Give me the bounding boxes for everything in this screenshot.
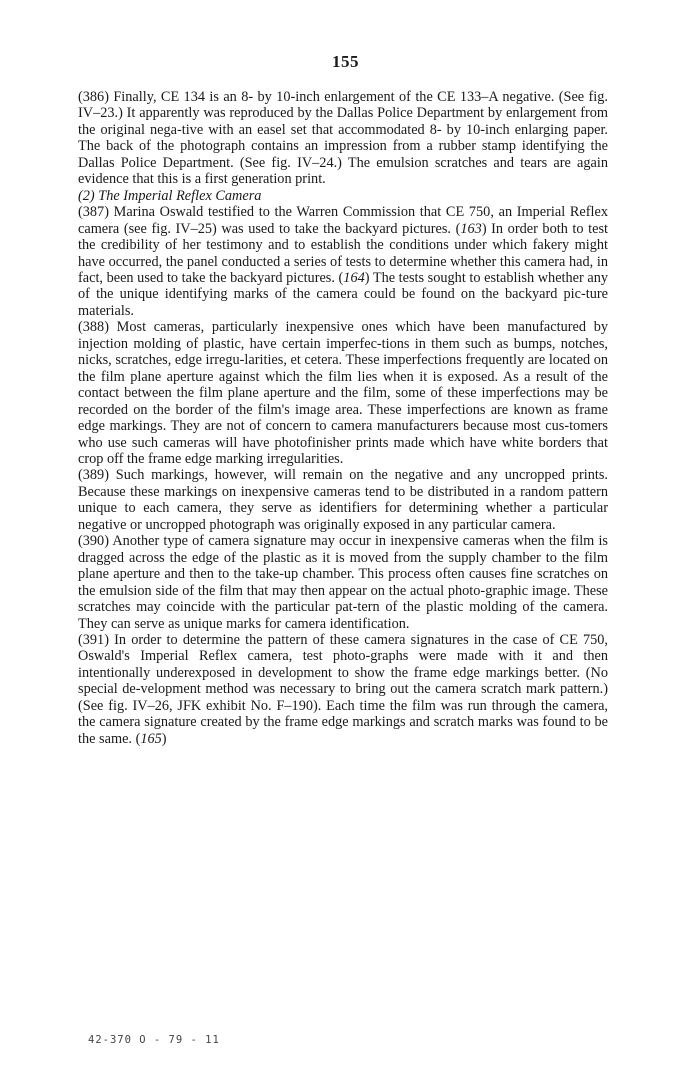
paragraph-text: Another type of camera signature may occur in inexpensive cameras when the film is dragged across the edge of the plastic as it is moved from the supply chamber to the film plane aperture and then to the take-up chamber. This process often causes fine scratches on the emulsion side of the film that may then appear on the actual photo-graphic image. These scratches may coincide with the particular pat-tern of the plastic molding of the camera. They can serve as unique marks for camera identification. [78, 533, 608, 632]
paragraph-number: (389) [78, 467, 109, 484]
paragraph-number: (386) [78, 89, 109, 105]
paragraph-389 [78, 467, 608, 533]
paragraph-text: In order to determine the pattern of these camera signatures in the case of CE 750, Oswald's Imperial Reflex camera, test photo-graphs were made with it and then intentionally underexposed in development to show the frame edge markings better. (No special de-velopment method was necessary to bring out the camera scratch mark pattern.) (See fig. IV–26, JFK exhibit No. F–190). Each time the film was run through the camera, the camera signature created by the frame edge markings and scratch marks was found to be the same. ( [78, 631, 608, 747]
paragraph-386 [78, 89, 608, 188]
paragraph-number: (388) [78, 319, 109, 336]
section-subheading: (2) The Imperial Reflex Camera [78, 187, 262, 204]
paragraph-387 [78, 204, 608, 319]
paragraph-number: (387) [78, 204, 109, 221]
paragraph-text: Such markings, however, will remain on the negative and any uncropped prints. Because these markings on inexpensive cameras tend to be distributed in a random pattern unique to each camera, they serve as identifiers for determining whether a particular negative or uncropped photograph was originally exposed in any particular camera. [78, 467, 608, 533]
paragraph-390 [78, 533, 608, 632]
printer-footer-code: 42-370 O - 79 - 11 [88, 1034, 220, 1046]
paragraph-text: Finally, CE 134 is an 8- by 10-inch enlargement of the CE 133–A negative. (See fig. IV–23.) It apparently was reproduced by the Dallas Police Department by enlargement from the original nega-tive with an easel set that accommodated 8- by 10-inch enlarging paper. The back of the photograph contains an impression from a rubber stamp identifying the Dallas Police Department. (See fig. IV–24.) The emulsion scratches and tears are again evidence that this is a first generation print. [78, 89, 608, 188]
paragraph-text: Marina Oswald testified to the Warren Commission that CE 750, an Imperial Reflex camera (see fig. IV–25) was used to take the backyard pictures. ( [78, 204, 608, 237]
paragraph-text: Most cameras, particularly inexpensive ones which have been manufactured by injection molding of plastic, have certain imperfec-tions in them such as bumps, notches, nicks, scratches, edge irregu-larities, et cetera. These imperfections frequently are located on the film plane aperture against which the film lies when it is exposed. As a result of the contact between the film plane aperture and the film, some of these imperfections may be recorded on the border of the film's image area. These imperfections are known as frame edge markings. They are not of concern to camera manufacturers because most cus-tomers who use such cameras will have photofinisher prints made which have white borders that crop off the frame edge marking irregularities. [78, 319, 608, 467]
paragraph-388 [78, 319, 608, 467]
citation-ref: 165 [140, 730, 162, 747]
citation-ref: 163 [460, 220, 482, 237]
citation-ref: 164 [343, 269, 365, 286]
page-body [78, 89, 608, 747]
paragraph-text: ) The tests sought to establish whether any of the unique identifying marks of the camera could be found on the backyard pic-ture materials. [78, 269, 608, 319]
paragraph-text: ) In order both to test the credibility of her testimony and to establish the conditions under which fakery might have occurred, the panel conducted a series of tests to determine whether this camera had, in fact, been used to take the backyard pictures. ( [78, 220, 608, 286]
paragraph-number: (390) [78, 533, 109, 550]
paragraph-text: ) [161, 730, 167, 747]
paragraph-391 [78, 632, 608, 747]
paragraph-number: (391) [78, 631, 109, 648]
page-number: 155 [332, 52, 359, 71]
